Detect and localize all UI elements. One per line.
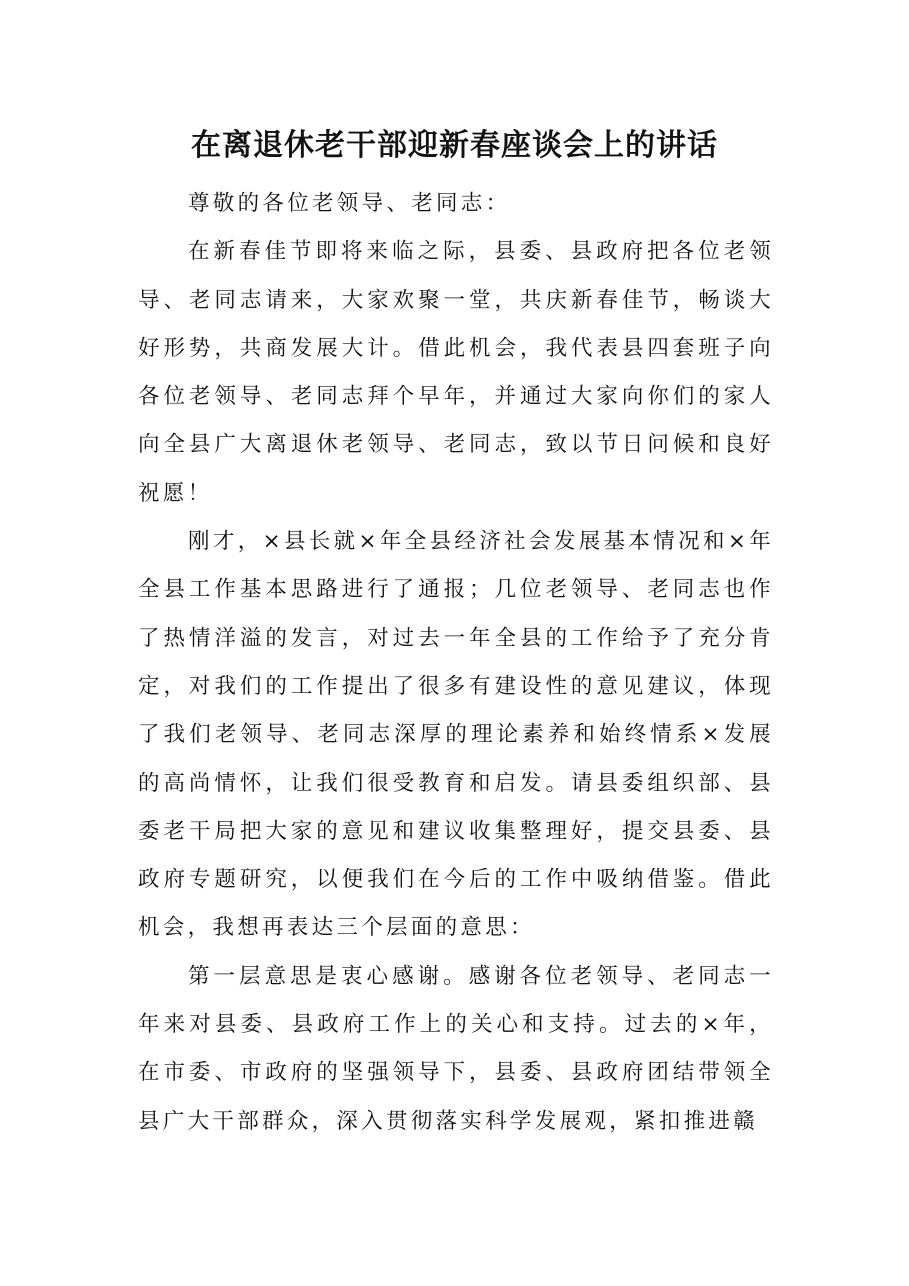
paragraph-gratitude: 第一层意思是衷心感谢。感谢各位老领导、老同志一年来对县委、县政府工作上的关心和支持。过去的×年，在市委、市政府的坚强领导下，县委、县政府团结带领全县广大干部群众，深入贯彻落实科学发展观，紧扣推进赣	[138, 963, 774, 1134]
salutation: 尊敬的各位老领导、老同志：	[188, 191, 511, 216]
paragraph-feedback: 刚才，×县长就×年全县经济社会发展基本情况和×年全县工作基本思路进行了通报；几位老领导、老同志也作了热情洋溢的发言，对过去一年全县的工作给予了充分肯定，对我们的工作提出了很多有建设性的意见建议，体现了我们老领导、老同志深厚的理论素养和始终情系×发展的高尚情怀，让我们很受教育和启发。请县委组织部、县委老干局把大家的意见和建议收集整理好，提交县委、县政府专题研究，以便我们在今后的工作中吸纳借鉴。借此机会，我想再表达三个层面的意思：	[138, 529, 774, 941]
paragraph-opening: 在新春佳节即将来临之际，县委、县政府把各位老领导、老同志请来，大家欢聚一堂，共庆新春佳节，畅谈大好形势，共商发展大计。借此机会，我代表县四套班子向各位老领导、老同志拜个早年，并通过大家向你们的家人向全县广大离退休老领导、老同志，致以节日问候和良好祝愿！	[138, 239, 774, 506]
document-body	[138, 180, 774, 1146]
document-title: 在离退休老干部迎新春座谈会上的讲话	[191, 128, 718, 163]
